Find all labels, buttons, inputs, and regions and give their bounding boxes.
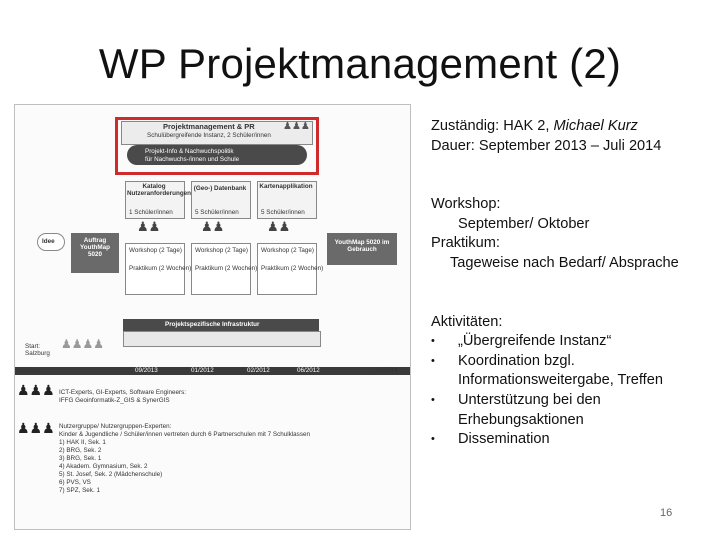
infra-label: Projektspezifische Infrastruktur <box>165 321 260 328</box>
workshop-label: Workshop: <box>431 196 501 213</box>
zustandig-label: Zuständig: HAK 2, <box>431 118 554 134</box>
bullet-item: • Dissemination <box>431 431 550 448</box>
workshop-time: September/ Oktober <box>458 215 590 232</box>
ws-2: Workshop (2 Tage) <box>195 247 248 254</box>
experts-people-icon: ♟♟♟ <box>17 382 55 398</box>
slide-title: WP Projektmanagement (2) <box>98 40 622 87</box>
date-1: 09/2013 <box>135 367 158 374</box>
bullet-item: • Koordination bzgl. Informationsweitergabe, Treffen <box>431 352 663 389</box>
date-5: 10/2014 <box>375 367 398 374</box>
project-info-line1: Projekt-Info & Nachwuchspolitik <box>145 148 234 155</box>
date-0: 05/2013 <box>17 367 40 374</box>
katalog-sub: 1 Schüler/innen <box>129 209 173 216</box>
geo-sub: 5 Schüler/innen <box>195 209 239 216</box>
people-icon-row-2: ♟♟ <box>201 219 225 234</box>
school-5: 6) PVS, VS <box>59 479 91 486</box>
pr-1: Praktikum (2 Wochen) <box>129 265 192 272</box>
experts-line1: ICT-Experts, GI-Experts, Software Engineers: <box>59 389 187 396</box>
bullet-item: • „Übergreifende Instanz“ <box>431 333 612 350</box>
school-4: 5) St. Josef, Sek. 2 (Mädchenschule) <box>59 471 163 478</box>
katalog-title: Katalog Nutzeranforderungen <box>127 183 192 197</box>
result-label: YouthMap 5020 im Gebrauch <box>334 239 390 253</box>
people-icon-row-3: ♟♟ <box>267 219 291 234</box>
zustandig-name: Michael Kurz <box>553 118 638 134</box>
date-4: 06/2012 <box>297 367 320 374</box>
infra-content <box>123 331 321 347</box>
karten-title: Kartenapplikation <box>259 183 313 190</box>
start-people-icon: ♟♟♟♟ <box>61 337 105 351</box>
start-label: Start: Salzburg <box>25 343 50 357</box>
users-line2: Kinder & Jugendliche / Schüler/innen vertreten durch 6 Partnerschulen mit 7 Schulklassen <box>59 431 310 438</box>
school-6: 7) SPZ, Sek. 1 <box>59 487 100 494</box>
school-3: 4) Akadem. Gymnasium, Sek. 2 <box>59 463 148 470</box>
pr-2: Praktikum (2 Wochen) <box>195 265 258 272</box>
ws-1: Workshop (2 Tage) <box>129 247 182 254</box>
pr-3: Praktikum (2 Wochen) <box>261 265 324 272</box>
school-0: 1) HAK II, Sek. 1 <box>59 439 106 446</box>
users-line1: Nutzergruppe/ Nutzergruppen-Experten: <box>59 423 172 430</box>
geo-title: (Geo-) Datenbank <box>193 185 247 192</box>
praktikum-label: Praktikum: <box>431 235 500 252</box>
project-info-line2: für Nachwuchs-/innen und Schule <box>145 156 240 163</box>
auftrag-label: Auftrag YouthMap 5020 <box>80 237 110 258</box>
idee-label: Idee <box>42 238 55 245</box>
people-icon-row-1: ♟♟ <box>137 219 161 234</box>
content-text <box>431 117 716 450</box>
school-1: 2) BRG, Sek. 2 <box>59 447 102 454</box>
users-people-icon: ♟♟♟ <box>17 420 55 436</box>
ws-3: Workshop (2 Tage) <box>261 247 314 254</box>
pm-title: Projektmanagement & PR <box>163 122 255 131</box>
date-2: 01/2012 <box>191 367 214 374</box>
aktivitaeten-label: Aktivitäten: <box>431 313 503 330</box>
school-2: 3) BRG, Sek. 1 <box>59 455 102 462</box>
experts-line2: IFFG Geoinformatik-Z_GIS & SynerGIS <box>59 397 170 404</box>
page-number: 16 <box>660 507 673 519</box>
karten-sub: 5 Schüler/innen <box>261 209 305 216</box>
date-3: 02/2012 <box>247 367 270 374</box>
bullet-item: • Unterstützung bei den Erhebungsaktionen <box>431 391 601 428</box>
project-diagram <box>14 104 411 530</box>
zustandig-line <box>431 117 716 137</box>
dauer-line: Dauer: September 2013 – Juli 2014 <box>431 137 662 154</box>
praktikum-time: Tageweise nach Bedarf/ Absprache <box>450 254 679 271</box>
pm-people-icon: ♟♟♟ <box>283 121 310 132</box>
pm-subtitle: Schulübergreifende Instanz, 2 Schüler/innen <box>147 132 271 139</box>
